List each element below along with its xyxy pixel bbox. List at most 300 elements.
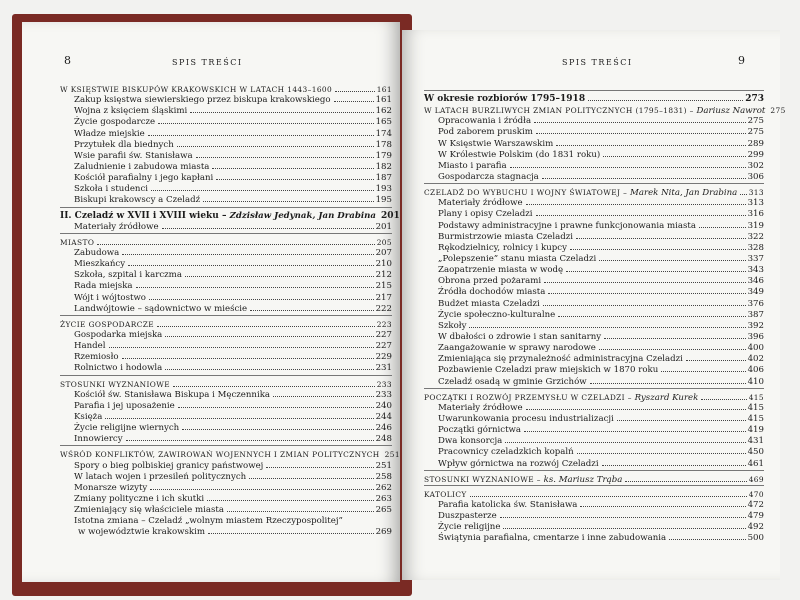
dot-leader bbox=[526, 204, 746, 205]
toc-entry-title-text: Podstawy administracyjne i prawne funkcjonowania miasta bbox=[438, 220, 696, 231]
toc-entry-title bbox=[74, 304, 247, 315]
dot-leader bbox=[576, 238, 746, 239]
toc-entry-title-text: W Królestwie Polskim (do 1831 roku) bbox=[438, 149, 601, 160]
author-separator: – bbox=[686, 106, 697, 116]
toc-entry-title bbox=[438, 161, 507, 172]
toc-entry-title-text: Źródła dochodów miasta bbox=[438, 287, 546, 298]
toc-entry-author: ks. Mariusz Trąba bbox=[543, 474, 623, 485]
toc-entry-page: 195 bbox=[375, 195, 392, 206]
toc-entry-title-text: ŻYCIE GOSPODARCZE bbox=[60, 319, 155, 329]
dot-leader bbox=[136, 287, 374, 288]
toc-entry-page: 179 bbox=[375, 150, 392, 161]
toc-entry bbox=[60, 363, 392, 374]
toc-entry-title bbox=[438, 414, 614, 425]
dot-leader bbox=[151, 190, 374, 191]
toc-entry-page: 182 bbox=[375, 161, 392, 172]
toc-entry-title-text: w województwie krakowskim bbox=[78, 527, 205, 538]
toc-entry-title-text: Zmieniający się właściciele miasta bbox=[74, 505, 224, 516]
toc-entry-title bbox=[438, 116, 531, 127]
toc-entry bbox=[60, 184, 392, 195]
toc-entry-title-text: Rolnictwo i hodowla bbox=[74, 363, 163, 374]
toc-entry-title-text: Wsie parafii św. Stanisława bbox=[74, 150, 193, 161]
toc-entry-author: Dariusz Nawrot bbox=[696, 106, 766, 117]
toc-entry-page: 233 bbox=[375, 389, 392, 400]
toc-entry-title bbox=[74, 293, 146, 304]
toc-entry-title-text: Zabudowa bbox=[74, 247, 120, 258]
toc-entry bbox=[60, 401, 392, 412]
toc-entry bbox=[60, 341, 392, 352]
toc-entry-title-text: KATOLICY bbox=[424, 489, 467, 499]
dot-leader bbox=[105, 418, 373, 419]
toc-entry bbox=[424, 403, 764, 414]
toc-entry bbox=[424, 198, 764, 209]
toc-entry-page: 392 bbox=[747, 320, 764, 331]
toc-entry-title-text: Władze miejskie bbox=[74, 128, 145, 139]
toc-entry-author: Marek Nita, Jan Drabina bbox=[630, 188, 738, 199]
toc-entry-title bbox=[438, 365, 658, 376]
toc-entry-title-text: Szkoła, szpital i karczma bbox=[74, 270, 182, 281]
toc-entry-title-text: Materiały źródłowe bbox=[74, 221, 159, 232]
toc-entry-title bbox=[438, 459, 599, 470]
dot-leader bbox=[196, 157, 374, 158]
toc-entry-page: 161 bbox=[376, 85, 392, 94]
dot-leader bbox=[250, 310, 373, 311]
dot-leader bbox=[334, 101, 374, 102]
toc-entry bbox=[60, 423, 392, 434]
toc-entry-title-text: Początki górnictwa bbox=[438, 425, 522, 436]
toc-entry-title-text: Biskupi krakowscy a Czeladź bbox=[74, 195, 201, 206]
toc-entry-title bbox=[74, 434, 123, 445]
dot-leader bbox=[148, 135, 374, 136]
toc-entry bbox=[424, 310, 764, 321]
toc-entry-title-text: Rękodzielnicy, rolnicy i kupcy bbox=[438, 242, 567, 253]
dot-leader bbox=[505, 442, 745, 443]
toc-entry-title-text: Materiały źródłowe bbox=[438, 198, 523, 209]
toc-entry bbox=[60, 151, 392, 162]
toc-entry-title bbox=[438, 332, 601, 343]
toc-entry-title bbox=[74, 281, 133, 292]
toc-entry-page: 419 bbox=[747, 425, 764, 436]
toc-entry-page: 406 bbox=[747, 365, 764, 376]
dot-leader bbox=[122, 358, 374, 359]
toc-entry bbox=[424, 332, 764, 343]
toc-entry-page: 231 bbox=[375, 363, 392, 374]
dot-leader bbox=[669, 539, 745, 540]
toc-entry-title-text: WŚRÓD KONFLIKTÓW, ZAWIROWAŃ WOJENNYCH I ZMIAN POLITYCZNYCH bbox=[60, 450, 380, 460]
dot-leader bbox=[335, 91, 375, 92]
toc-entry-title-text: „Polepszenie” stanu miasta Czeladzi bbox=[438, 253, 597, 264]
toc-entry-title bbox=[74, 106, 187, 117]
toc-entry-title bbox=[438, 425, 521, 436]
toc-entry bbox=[60, 412, 392, 423]
toc-entry-title bbox=[74, 516, 343, 527]
dot-leader bbox=[588, 100, 743, 101]
toc-entry-page: 240 bbox=[375, 400, 392, 411]
toc-entry-page: 227 bbox=[375, 329, 392, 340]
toc-entry-title-text: Istotna zmiana – Czeladź „wolnym miastem Rzeczypospolitej” bbox=[74, 516, 343, 527]
dot-leader bbox=[212, 168, 373, 169]
toc-entry-title-text: Zaopatrzenie miasta w wodę bbox=[438, 265, 564, 276]
toc-entry bbox=[60, 162, 392, 173]
dot-leader bbox=[542, 178, 746, 179]
dot-leader bbox=[97, 244, 374, 245]
toc-entry-title bbox=[74, 352, 119, 363]
toc-entry bbox=[424, 474, 764, 485]
author-separator: – bbox=[620, 188, 631, 198]
dot-leader bbox=[149, 299, 374, 300]
toc-entry-page: 415 bbox=[747, 413, 764, 424]
toc-entry bbox=[60, 195, 392, 206]
toc-entry bbox=[60, 140, 392, 151]
dot-leader bbox=[570, 249, 746, 250]
toc-entry bbox=[60, 449, 400, 460]
toc-entry bbox=[424, 221, 764, 232]
toc-entry-title-text: Życie religijne bbox=[438, 522, 501, 533]
dot-leader bbox=[558, 316, 745, 317]
toc-entry-title-text: Zakup księstwa siewierskiego przez biskupa krakowskiego bbox=[74, 95, 331, 106]
dot-leader bbox=[566, 271, 745, 272]
toc-entry-page: 492 bbox=[747, 522, 764, 533]
toc-entry-title-text: STOSUNKI WYZNANIOWE bbox=[424, 474, 535, 484]
toc-entry-page: 349 bbox=[747, 287, 764, 298]
dot-leader bbox=[208, 533, 374, 534]
toc-entry-title-text: Budżet miasta Czeladzi bbox=[438, 298, 540, 309]
toc-entry bbox=[424, 139, 764, 150]
toc-entry-title bbox=[424, 489, 467, 500]
dot-leader bbox=[203, 201, 373, 202]
dot-leader bbox=[524, 431, 746, 432]
toc-entry-title-text: Wójt i wójtostwo bbox=[74, 292, 146, 303]
toc-entry-page: 229 bbox=[375, 352, 392, 363]
toc-entry-title-text: STOSUNKI WYZNANIOWE bbox=[60, 379, 171, 389]
dot-leader bbox=[165, 336, 373, 337]
dot-leader bbox=[266, 467, 373, 468]
toc-entry-title bbox=[438, 287, 545, 298]
toc-entry-page: 212 bbox=[375, 270, 392, 281]
toc-entry-page: 402 bbox=[747, 354, 764, 365]
toc-entry bbox=[60, 483, 392, 494]
toc-entry-title bbox=[74, 129, 145, 140]
toc-entry-title-text: Pozbawienie Czeladzi praw miejskich w 1870 roku bbox=[438, 365, 659, 376]
toc-entry-title-text: W LATACH BURZLIWYCH ZMIAN POLITYCZNYCH (1795–1831) bbox=[424, 106, 687, 116]
toc-entry bbox=[424, 414, 764, 425]
toc-entry-title-text: W KSIĘSTWIE BISKUPÓW KRAKOWSKICH W LATACH 1443–1600 bbox=[60, 85, 333, 94]
toc-entry bbox=[60, 494, 392, 505]
toc-entry-page: 233 bbox=[376, 379, 392, 389]
toc-entry-title bbox=[438, 500, 577, 511]
toc-entry bbox=[424, 287, 764, 298]
toc-entry bbox=[424, 392, 764, 403]
toc-entry-title bbox=[438, 243, 567, 254]
table-of-contents bbox=[424, 90, 786, 544]
toc-entry-title-text: Zaangażowanie w sprawy narodowe bbox=[438, 343, 596, 354]
dot-leader bbox=[109, 347, 374, 348]
toc-entry-title bbox=[74, 401, 175, 412]
page-number: 8 bbox=[64, 54, 71, 67]
toc-entry-page: 450 bbox=[747, 447, 764, 458]
toc-entry-title-text: Handel bbox=[74, 341, 106, 352]
toc-entry-title bbox=[78, 527, 205, 538]
dot-leader bbox=[207, 500, 373, 501]
toc-entry-page: 299 bbox=[747, 149, 764, 160]
toc-entry bbox=[424, 321, 764, 332]
toc-entry-title bbox=[74, 330, 162, 341]
toc-entry-page: 343 bbox=[747, 265, 764, 276]
toc-entry-page: 187 bbox=[375, 173, 392, 184]
toc-entry bbox=[60, 210, 400, 222]
toc-entry bbox=[424, 377, 764, 388]
toc-entry bbox=[60, 505, 392, 516]
toc-entry bbox=[60, 259, 392, 270]
toc-entry-title bbox=[424, 94, 585, 105]
toc-entry-page: 500 bbox=[747, 533, 764, 544]
toc-entry-title-text: Życie religijne wiernych bbox=[74, 423, 180, 434]
dot-leader bbox=[500, 517, 746, 518]
toc-entry bbox=[60, 117, 392, 128]
toc-entry-title bbox=[438, 127, 533, 138]
toc-entry bbox=[60, 304, 392, 315]
toc-entry-title bbox=[74, 95, 331, 106]
toc-entry bbox=[424, 150, 764, 161]
dot-leader bbox=[661, 371, 745, 372]
toc-entry-title bbox=[438, 343, 596, 354]
table-of-contents bbox=[60, 84, 400, 538]
toc-entry-title bbox=[60, 449, 380, 460]
toc-entry-title-text: Spory o bieg polbiskiej granicy państwowej bbox=[74, 460, 264, 471]
toc-entry-title bbox=[74, 162, 209, 173]
toc-entry-title bbox=[74, 483, 147, 494]
toc-entry-title bbox=[438, 522, 500, 533]
toc-entry bbox=[424, 459, 764, 470]
toc-entry-page: 174 bbox=[375, 128, 392, 139]
toc-entry-title-text: Kościół św. Stanisława Biskupa i Męczennika bbox=[74, 389, 271, 400]
toc-entry-title bbox=[74, 390, 270, 401]
toc-entry bbox=[60, 379, 392, 390]
toc-entry-title-text: Monarsze wizyty bbox=[74, 482, 148, 493]
toc-entry-title-text: Wojna z księciem śląskimi bbox=[74, 106, 188, 117]
toc-entry bbox=[60, 319, 392, 330]
dot-leader bbox=[157, 326, 375, 327]
toc-entry-page: 223 bbox=[376, 319, 392, 329]
toc-entry bbox=[60, 106, 392, 117]
toc-entry-page: 265 bbox=[375, 505, 392, 516]
toc-entry-title-text: Zmiany polityczne i ich skutki bbox=[74, 493, 205, 504]
toc-entry-page: 205 bbox=[376, 237, 392, 247]
toc-entry-title bbox=[438, 172, 539, 183]
toc-entry bbox=[424, 489, 764, 500]
dot-leader bbox=[577, 453, 746, 454]
toc-entry bbox=[424, 243, 764, 254]
toc-entry-page: 248 bbox=[375, 434, 392, 445]
toc-entry-title-text: Szkoła i studenci bbox=[74, 184, 148, 195]
toc-entry-page: 251 bbox=[375, 460, 392, 471]
toc-entry-title bbox=[438, 232, 573, 243]
toc-entry-title-text: Obrona przed pożarami bbox=[438, 276, 542, 287]
toc-entry-page: 215 bbox=[375, 281, 392, 292]
toc-entry-title bbox=[74, 151, 193, 162]
dot-leader bbox=[469, 327, 745, 328]
toc-entry-title bbox=[74, 423, 179, 434]
toc-entry bbox=[424, 436, 764, 447]
toc-entry bbox=[60, 352, 392, 363]
dot-leader bbox=[190, 112, 373, 113]
toc-entry-title-text: Parafia katolicka św. Stanisława bbox=[438, 499, 578, 510]
toc-entry-title bbox=[424, 474, 622, 486]
toc-entry-page: 269 bbox=[375, 527, 392, 538]
dot-leader bbox=[599, 349, 746, 350]
toc-entry-title-text: Gospodarka miejska bbox=[74, 329, 163, 340]
toc-entry-title bbox=[74, 472, 246, 483]
dot-leader bbox=[617, 420, 746, 421]
dot-leader bbox=[173, 386, 375, 387]
toc-entry-title bbox=[74, 270, 182, 281]
toc-entry-title-text: Pracownicy czeladzkich kopalń bbox=[438, 447, 574, 458]
dot-leader bbox=[543, 305, 746, 306]
dot-leader bbox=[273, 396, 374, 397]
toc-entry-title-text: POCZĄTKI I ROZWÓJ PRZEMYSŁU W CZELADZI bbox=[424, 392, 625, 402]
toc-entry-page: 479 bbox=[747, 511, 764, 522]
toc-entry-page: 165 bbox=[375, 117, 392, 128]
toc-entry-title-text: Świątynia parafialna, cmentarze i inne zabudowania bbox=[438, 533, 667, 544]
toc-entry-title-text: Plany i opisy Czeladzi bbox=[438, 209, 533, 220]
toc-entry-title-text: W latach wojen i przesileń politycznych bbox=[74, 471, 247, 482]
toc-entry-page: 201 bbox=[380, 210, 400, 221]
dot-leader bbox=[701, 399, 746, 400]
toc-entry-title bbox=[74, 505, 224, 516]
toc-entry-page: 258 bbox=[375, 471, 392, 482]
toc-entry-title bbox=[438, 198, 523, 209]
toc-entry-title-text: Szkoły bbox=[438, 320, 467, 331]
dot-leader bbox=[599, 260, 745, 261]
toc-entry-title-text: W dbałości o zdrowie i stan sanitarny bbox=[438, 331, 602, 342]
toc-entry-title-text: Księża bbox=[74, 411, 103, 422]
toc-entry bbox=[424, 127, 764, 138]
dot-leader bbox=[686, 360, 746, 361]
toc-entry-title bbox=[438, 436, 502, 447]
dot-leader bbox=[556, 145, 745, 146]
toc-entry-page: 289 bbox=[747, 138, 764, 149]
toc-entry bbox=[60, 237, 392, 248]
toc-entry-page: 469 bbox=[748, 474, 764, 484]
toc-entry bbox=[60, 281, 392, 292]
toc-entry-title-text: Innowiercy bbox=[74, 434, 123, 445]
toc-entry-title bbox=[74, 184, 148, 195]
dot-leader bbox=[470, 496, 747, 497]
toc-entry-author: Ryszard Kurek bbox=[634, 392, 699, 403]
toc-entry bbox=[424, 533, 764, 544]
toc-entry bbox=[60, 472, 392, 483]
toc-entry bbox=[424, 209, 764, 220]
dot-leader bbox=[126, 440, 374, 441]
toc-entry-page: 313 bbox=[748, 188, 764, 198]
toc-entry-title-text: Materiały źródłowe bbox=[438, 402, 523, 413]
toc-entry-title-text: MIASTO bbox=[60, 237, 95, 247]
toc-entry-page: 461 bbox=[747, 458, 764, 469]
toc-entry bbox=[424, 425, 764, 436]
toc-entry-title bbox=[438, 139, 553, 150]
toc-entry-title bbox=[438, 310, 555, 321]
author-separator: – bbox=[218, 210, 230, 221]
toc-entry-title-text: Burmistrzowie miasta Czeladzi bbox=[438, 231, 574, 242]
dot-leader bbox=[178, 407, 374, 408]
toc-entry bbox=[60, 330, 392, 341]
toc-entry-author: Zdzisław Jedynak, Jan Drabina bbox=[229, 210, 376, 221]
toc-entry-page: 400 bbox=[747, 343, 764, 354]
toc-entry-page: 217 bbox=[375, 292, 392, 303]
dot-leader bbox=[625, 481, 746, 482]
toc-entry-title-text: Zaludnienie i zabudowa miasta bbox=[74, 161, 210, 172]
toc-entry bbox=[424, 265, 764, 276]
toc-entry-title bbox=[74, 363, 162, 374]
dot-leader bbox=[602, 465, 746, 466]
author-separator: – bbox=[534, 474, 544, 484]
toc-entry-page: 415 bbox=[747, 402, 764, 413]
toc-entry bbox=[424, 172, 764, 183]
toc-entry-title-text: Uwarunkowania procesu industrializacji bbox=[438, 413, 614, 424]
toc-entry-title bbox=[438, 254, 596, 265]
right-page bbox=[402, 30, 786, 580]
toc-entry-page: 346 bbox=[747, 276, 764, 287]
toc-entry-title-text: Życie gospodarcze bbox=[74, 117, 156, 128]
toc-entry-title-text: Rada miejska bbox=[74, 281, 133, 292]
toc-entry-title bbox=[438, 533, 666, 544]
toc-entry-page: 470 bbox=[748, 489, 764, 499]
toc-entry-page: 162 bbox=[375, 106, 392, 117]
toc-entry-title bbox=[74, 173, 213, 184]
toc-entry-title-text: W Księstwie Warszawskim bbox=[438, 138, 554, 149]
toc-entry-page: 376 bbox=[747, 298, 764, 309]
toc-entry-title bbox=[438, 447, 574, 458]
dot-leader bbox=[128, 265, 373, 266]
toc-entry-page: 210 bbox=[375, 259, 392, 270]
toc-entry-page: 161 bbox=[375, 95, 392, 106]
toc-entry bbox=[424, 511, 764, 522]
toc-entry-title-text: Parafia i jej uposażenie bbox=[74, 400, 175, 411]
toc-entry-page: 415 bbox=[748, 392, 764, 402]
toc-entry-page: 431 bbox=[747, 436, 764, 447]
dot-leader bbox=[165, 369, 373, 370]
toc-entry bbox=[424, 94, 764, 105]
toc-entry-title-text: Gospodarcza stagnacja bbox=[438, 171, 539, 182]
toc-entry bbox=[424, 254, 764, 265]
toc-entry-page: 396 bbox=[747, 331, 764, 342]
toc-entry-page: 472 bbox=[747, 499, 764, 510]
dot-leader bbox=[604, 338, 745, 339]
toc-entry-title bbox=[74, 248, 119, 259]
toc-entry bbox=[424, 161, 764, 172]
toc-entry-page: 251 bbox=[384, 450, 400, 460]
toc-entry-title bbox=[60, 237, 94, 248]
toc-entry-title bbox=[74, 195, 200, 206]
toc-entry-title bbox=[74, 494, 204, 505]
dot-leader bbox=[548, 293, 745, 294]
toc-entry-page: 316 bbox=[747, 209, 764, 220]
dot-leader bbox=[150, 489, 373, 490]
toc-entry-title bbox=[438, 209, 533, 220]
dot-leader bbox=[536, 215, 746, 216]
toc-entry-page: 273 bbox=[745, 94, 764, 104]
toc-entry-title bbox=[438, 221, 696, 232]
toc-entry bbox=[60, 222, 392, 233]
toc-entry-title bbox=[438, 403, 523, 414]
toc-entry bbox=[60, 293, 392, 304]
toc-entry-page: 263 bbox=[375, 493, 392, 504]
toc-entry-page: 313 bbox=[747, 198, 764, 209]
toc-entry bbox=[424, 500, 764, 511]
dot-leader bbox=[580, 506, 745, 507]
toc-entry bbox=[60, 129, 392, 140]
dot-leader bbox=[603, 156, 745, 157]
